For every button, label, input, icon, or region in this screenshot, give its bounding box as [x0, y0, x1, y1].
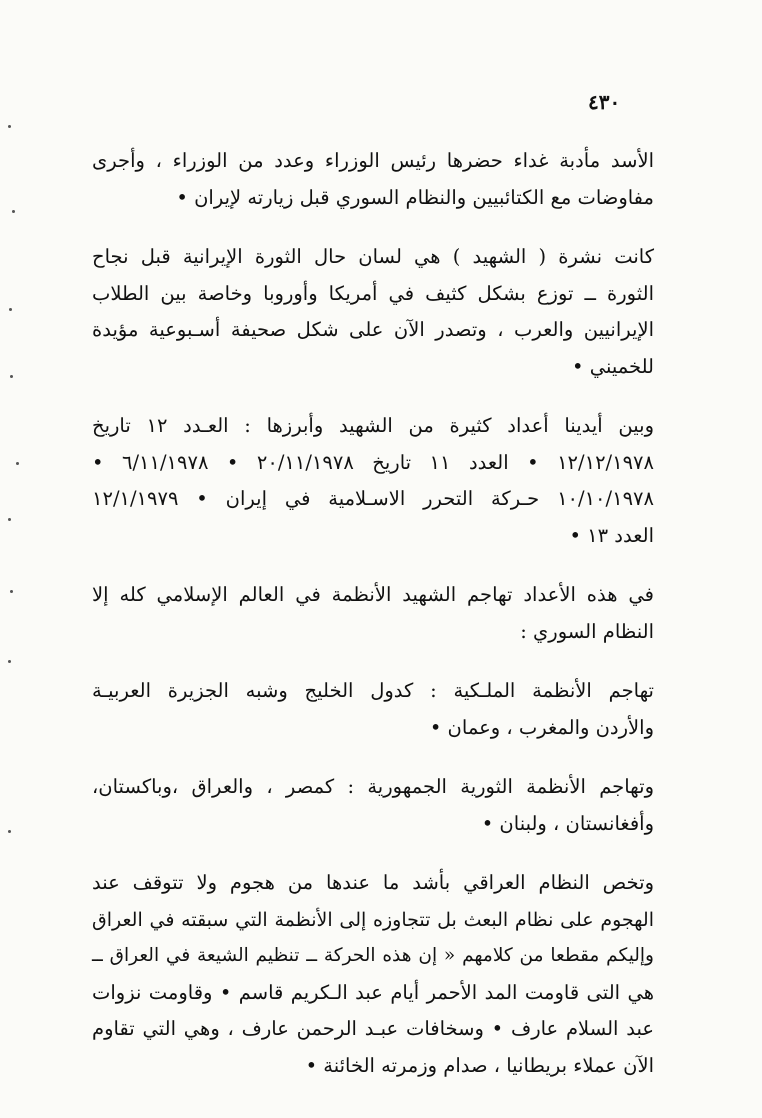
paragraph — [92, 143, 654, 216]
paragraph — [92, 239, 654, 385]
text-line: وبين أيدينا أعداد كثيرة من الشهيد وأبرزها : العـدد ١٢ تاريخ — [92, 414, 654, 437]
text-line: الآن عملاء بريطانيا ، صدام وزمرته الخائنة • — [305, 1053, 654, 1077]
text-line: الهجوم على نظام البعث بل تتجاوزه إلى الأنظمة التي سبقته في العراق — [92, 908, 654, 931]
text-line: عبد السلام عارف • وسخافات عبـد الرحمن عارف ، وهي التي تقاوم — [92, 1017, 654, 1040]
margin-dot — [9, 308, 12, 311]
text-line: وتهاجم الأنظمة الثورية الجمهورية : كمصر ، والعراق ،وباكستان، — [92, 775, 654, 798]
text-line: الإيرانيين والعرب ، وتصدر الآن على شكل صحيفة أسـبوعية مؤيدة — [92, 318, 654, 341]
text-line: ١٢/١٢/١٩٧٨ • العدد ١١ تاريخ ٢٠/١١/١٩٧٨ • ٦/١١/١٩٧٨ • — [92, 450, 655, 474]
text-line: والأردن والمغرب ، وعمان • — [429, 715, 654, 739]
text-line: ١٠/١٠/١٩٧٨ حـركة التحرر الاسـلامية في إيران • ١٢/١/١٩٧٩ — [92, 487, 654, 510]
margin-dot — [8, 518, 11, 521]
text-line: كانت نشرة ( الشهيد ) هي لسان حال الثورة الإيرانية قبل نجاح — [92, 245, 654, 268]
text-line: هي التى قاومت المد الأحمر أيام عبد الـكريم قاسم • وقاومت نزوات — [92, 980, 654, 1004]
margin-dot — [8, 660, 11, 663]
text-line: وإليكم مقطعا من كلامهم « إن هذه الحركة ــ تنظيم الشيعة في العراق ــ — [92, 945, 654, 966]
text-line: مفاوضات مع الكتائبيين والنظام السوري قبل زيارته لإيران • — [176, 185, 654, 209]
paragraph — [92, 577, 654, 650]
text-line: الثورة ــ توزع بشكل كثيف في أمريكا وأوروبا وخاصة بين الطلاب — [92, 281, 654, 305]
page-number: ٤٣٠ — [588, 90, 621, 114]
margin-dot — [8, 830, 11, 833]
text-line: وتخص النظام العراقي بأشد ما عندها من هجوم ولا تتوقف عند — [92, 871, 654, 894]
body-text — [92, 143, 654, 1107]
text-line: العدد ١٣ • — [569, 523, 654, 547]
margin-dot — [10, 375, 13, 378]
paragraph — [92, 408, 654, 554]
margin-dot — [12, 210, 15, 213]
text-line: في هذه الأعداد تهاجم الشهيد الأنظمة في العالم الإسلامي كله إلا — [92, 583, 654, 606]
text-line: النظام السوري : — [520, 619, 654, 643]
text-line: وأفغانستان ، ولبنان • — [481, 811, 654, 835]
text-line: تهاجم الأنظمة الملـكية : كدول الخليج وشبه الجزيرة العربيـة — [92, 679, 654, 702]
paragraph — [92, 865, 654, 1084]
margin-dot — [8, 125, 11, 128]
margin-dot — [16, 462, 19, 465]
text-line: الأسد مأدبة غداء حضرها رئيس الوزراء وعدد من الوزراء ، وأجرى — [92, 149, 654, 172]
paragraph — [92, 769, 654, 842]
text-line: للخميني • — [572, 354, 654, 378]
paragraph — [92, 673, 654, 746]
margin-dot — [10, 590, 13, 593]
